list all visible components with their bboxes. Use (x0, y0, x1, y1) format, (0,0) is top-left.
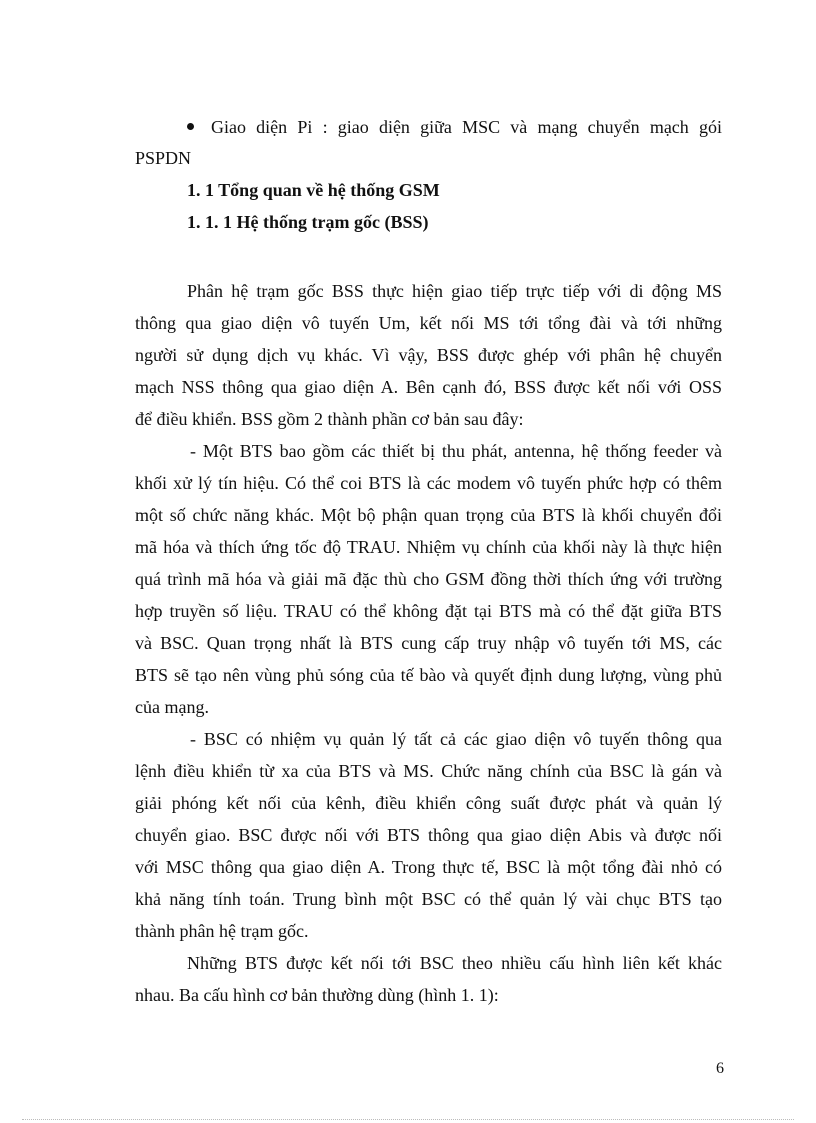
paragraph-line: giải phóng kết nối của kênh, điều khiển công suất được phát và quản lý (135, 793, 722, 813)
paragraph-line: BTS sẽ tạo nên vùng phủ sóng của tế bào và quyết định dung lượng, vùng phủ (135, 665, 722, 685)
paragraph-line: khối xử lý tín hiệu. Có thể coi BTS là các modem vô tuyến phức hợp có thêm (135, 473, 722, 493)
paragraph-line: của mạng. (135, 697, 209, 717)
paragraph-bss-intro (135, 275, 722, 435)
paragraph-line: hợp truyền số liệu. TRAU có thể không đặt tại BTS mà có thể đặt giữa BTS (135, 601, 722, 621)
page-number: 6 (716, 1060, 724, 1077)
paragraph-line: mạch NSS thông qua giao diện A. Bên cạnh đó, BSS được kết nối với OSS (135, 377, 722, 397)
paragraph-line: - Một BTS bao gồm các thiết bị thu phát, antenna, hệ thống feeder và (190, 441, 722, 461)
bullet-item (187, 117, 722, 138)
paragraph-line: chuyển giao. BSC được nối với BTS thông qua giao diện Abis và được nối (135, 825, 722, 845)
bullet-text-line1: Giao diện Pi : giao diện giữa MSC và mạng chuyển mạch gói (211, 117, 722, 137)
bullet-text-line2: PSPDN (135, 148, 192, 168)
paragraph-line: nhau. Ba cấu hình cơ bản thường dùng (hình 1. 1): (135, 985, 499, 1005)
paragraph-bts (135, 435, 722, 723)
paragraph-line: Phân hệ trạm gốc BSS thực hiện giao tiếp trực tiếp với di động MS (187, 281, 722, 301)
paragraph-line: lệnh điều khiển từ xa của BTS và MS. Chức năng chính của BSC là gán và (135, 761, 722, 781)
paragraph-line: và BSC. Quan trọng nhất là BTS cung cấp truy nhập vô tuyến tới MS, các (135, 633, 722, 653)
paragraph-line: với MSC thông qua giao diện A. Trong thực tế, BSC là một tổng đài nhỏ có (135, 857, 722, 877)
paragraph-line: khả năng tính toán. Trung bình một BSC có thể quản lý vài chục BTS tạo (135, 889, 722, 909)
paragraph-line: quá trình mã hóa và giải mã đặc thù cho GSM đồng thời thích ứng với trường (135, 569, 722, 589)
paragraph-bsc (135, 723, 722, 947)
paragraph-line: để điều khiển. BSS gồm 2 thành phần cơ bản sau đây: (135, 409, 524, 429)
paragraph-line: thông qua giao diện vô tuyến Um, kết nối MS tới tổng đài và tới những (135, 313, 722, 333)
paragraph-line: mã hóa và thích ứng tốc độ TRAU. Nhiệm vụ chính của khối này là thực hiện (135, 537, 722, 557)
paragraph-line: Những BTS được kết nối tới BSC theo nhiều cấu hình liên kết khác (187, 953, 722, 973)
section-heading: 1. 1 Tổng quan về hệ thống GSM (187, 180, 440, 200)
subsection-heading: 1. 1. 1 Hệ thống trạm gốc (BSS) (187, 212, 429, 232)
paragraph-line: thành phân hệ trạm gốc. (135, 921, 309, 941)
footer-divider (22, 1119, 794, 1120)
paragraph-bts-configs (135, 947, 722, 1011)
paragraph-line: người sử dụng dịch vụ khác. Vì vậy, BSS được ghép với phân hệ chuyển (135, 345, 722, 365)
bullet-dot-icon (187, 123, 194, 130)
paragraph-line: - BSC có nhiệm vụ quản lý tất cả các giao diện vô tuyến thông qua (190, 729, 722, 749)
paragraph-line: một số chức năng khác. Một bộ phận quan trọng của BTS là khối chuyển đổi (135, 505, 722, 525)
